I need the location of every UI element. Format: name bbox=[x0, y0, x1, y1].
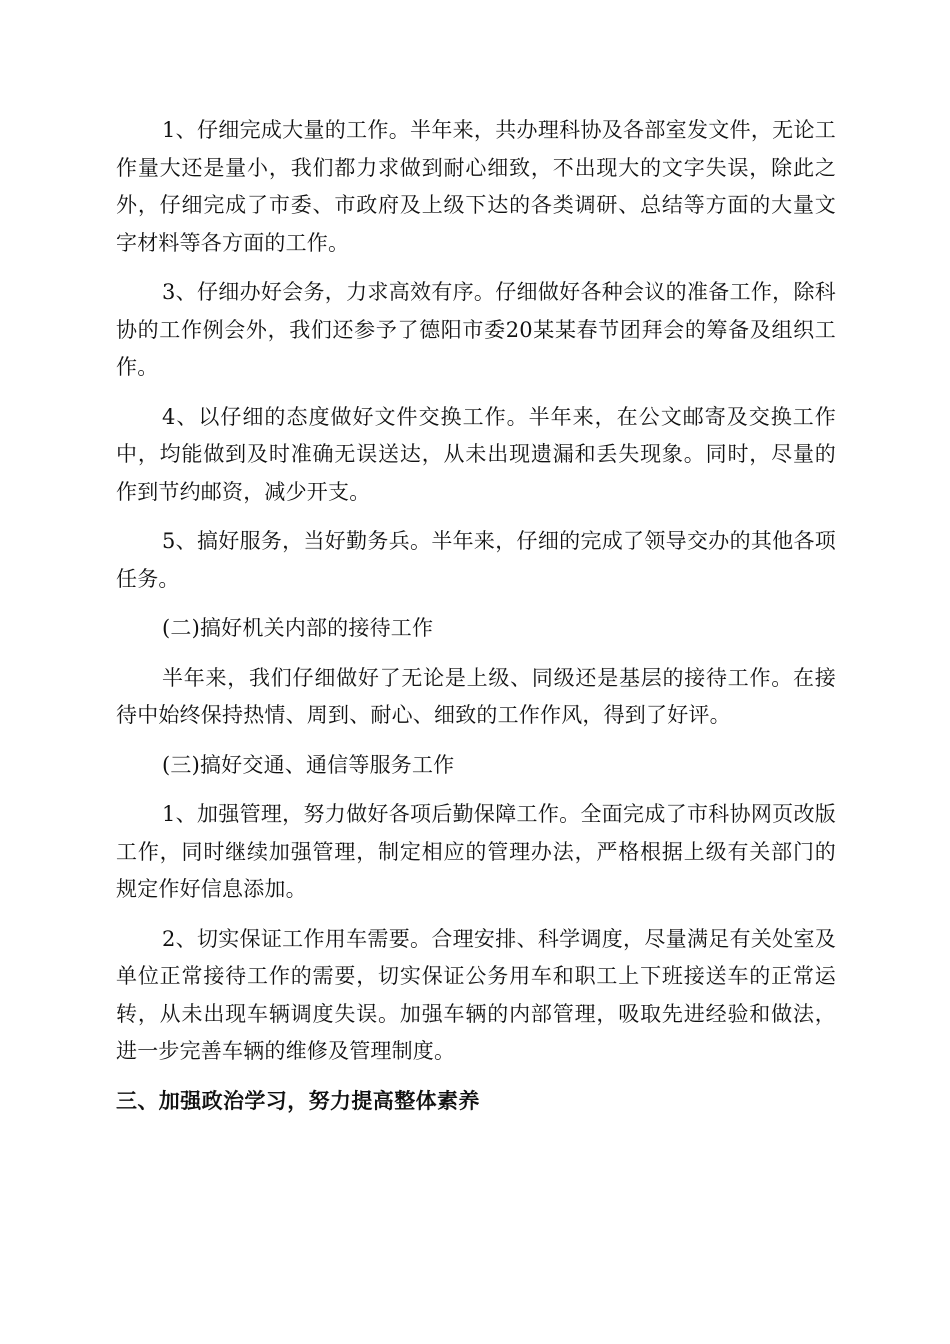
paragraph-vehicle-management: 2、切实保证工作用车需要。合理安排、科学调度，尽量满足有关处室及单位正常接待工作的需要，切实保证公务用车和职工上下班接送车的正常运转，从未出现车辆调度失误。加强车辆的内部管理，吸取先进经验和做法，进一步完善车辆的维修及管理制度。 bbox=[116, 926, 836, 1063]
subheading-reception-work: (二)搞好机关内部的接待工作 bbox=[162, 616, 434, 640]
paragraph-service-tasks: 5、搞好服务，当好勤务兵。半年来，仔细的完成了领导交办的其他各项任务。 bbox=[116, 529, 836, 591]
paragraph-meeting-affairs: 3、仔细办好会务，力求高效有序。仔细做好各种会议的准备工作，除科协的工作例会外，我们还参予了德阳市委20某某春节团拜会的筹备及组织工作。 bbox=[116, 280, 836, 379]
subheading-transport-communication: (三)搞好交通、通信等服务工作 bbox=[162, 752, 455, 777]
paragraph-document-drafting: 1、仔细完成大量的工作。半年来，共办理科协及各部室发文件，无论工作量大还是量小，我们都力求做到耐心细致，不出现大的文字失误，除此之外，仔细完成了市委、市政府及上级下达的各类调研、总结等方面的大量文字材料等各方面的工作。 bbox=[116, 118, 836, 255]
paragraph-document-exchange: 4、以仔细的态度做好文件交换工作。半年来，在公文邮寄及交换工作中，均能做到及时准确无误送达，从未出现遗漏和丢失现象。同时，尽量的作到节约邮资，减少开支。 bbox=[116, 404, 836, 504]
paragraph-logistics-management: 1、加强管理，努力做好各项后勤保障工作。全面完成了市科协网页改版工作，同时继续加强管理，制定相应的管理办法，严格根据上级有关部门的规定作好信息添加。 bbox=[116, 802, 836, 901]
paragraph-reception-detail: 半年来，我们仔细做好了无论是上级、同级还是基层的接待工作。在接待中始终保持热情、周到、耐心、细致的工作作风，得到了好评。 bbox=[116, 665, 836, 727]
section-heading-political-study: 三、加强政治学习，努力提高整体素养 bbox=[116, 1088, 480, 1113]
document-page bbox=[116, 112, 836, 1120]
